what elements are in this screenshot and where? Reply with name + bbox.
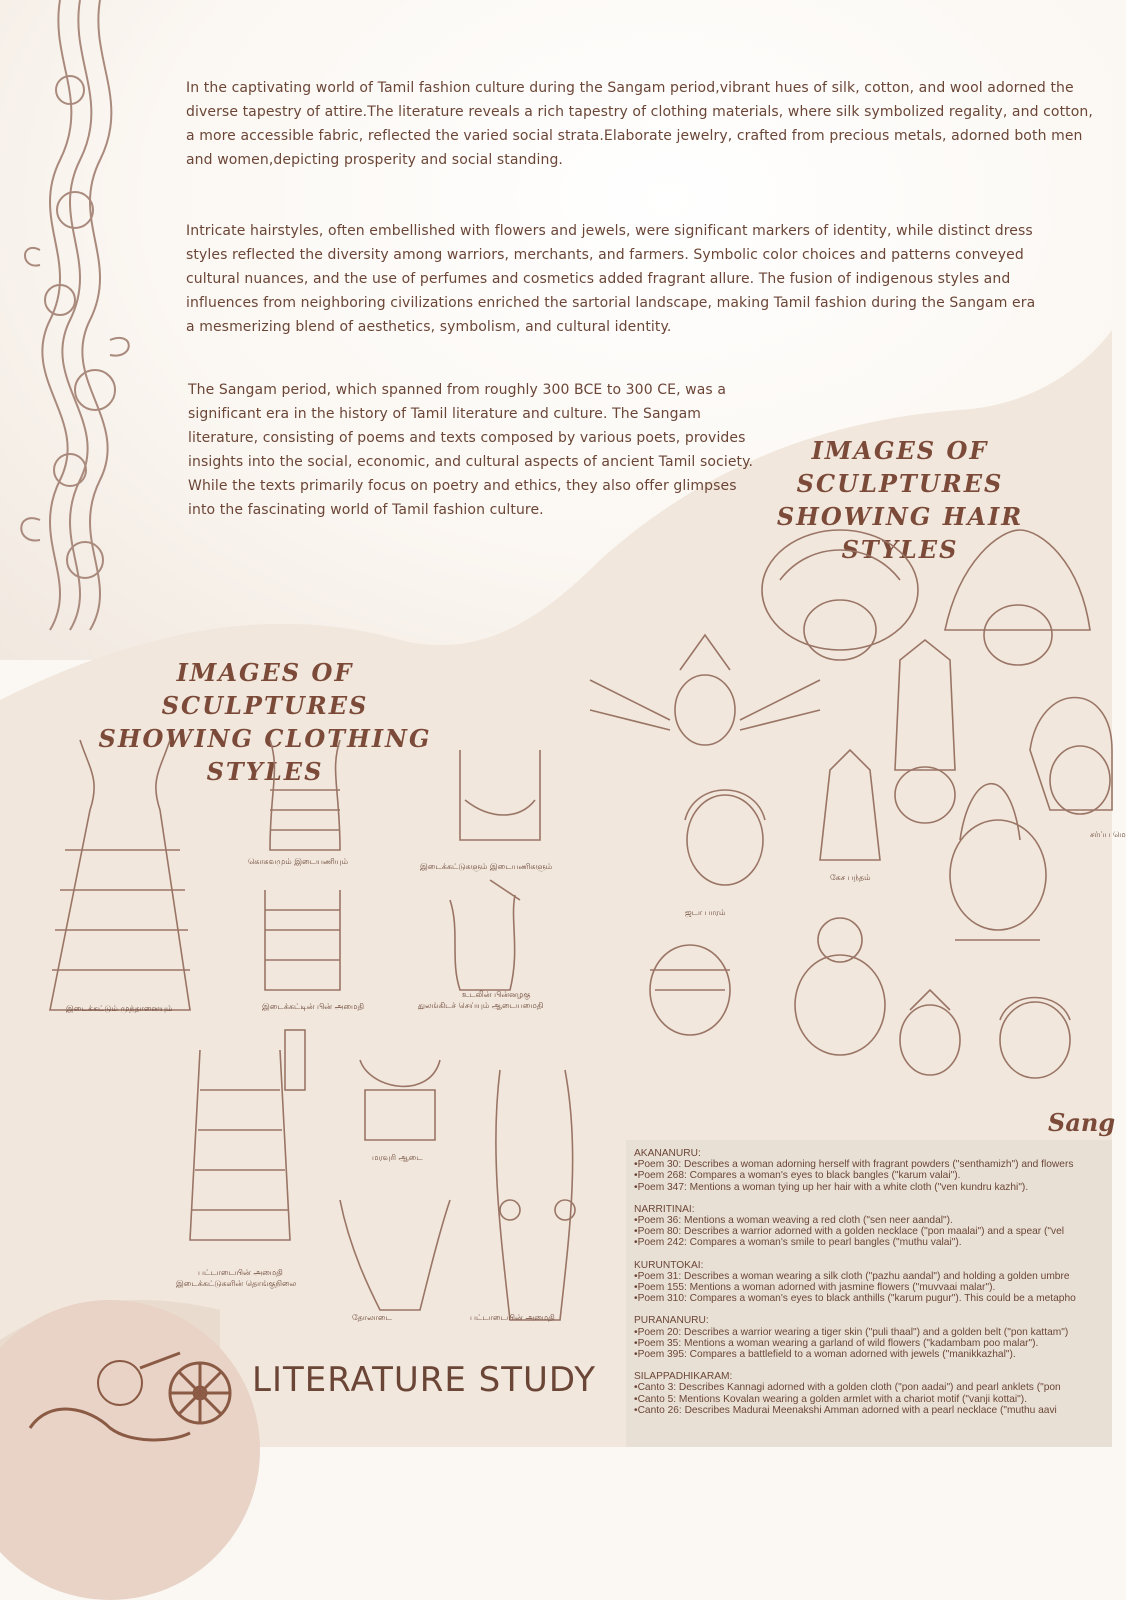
sketch-head-curls [1000,998,1070,1079]
sketch-head-small [900,990,960,1075]
sketch-head-braided [650,945,730,1035]
reference-line: •Poem 20: Describes a warrior wearing a tiger skin ("puli thaal") and a golden belt ("pon kattam") [634,1326,1069,1338]
reference-line: •Poem 347: Mentions a woman tying up her hair with a white cloth ("ven kundru kazhi"). [634,1181,1029,1193]
sketch-drape-8 [340,1200,450,1310]
reference-line: •Poem 35: Mentions a woman wearing a garland of wild flowers ("kadambam poo malar"). [634,1337,1039,1349]
sketch-drape-9 [496,1070,575,1320]
hairstyles-paragraph: Intricate hairstyles, often embellished with flowers and jewels, were significant markers of identity, while distinct dress styles reflected the diversity among warriors, merchants, and farmers. Symbolic color choices and patterns conveyed cultural nuances, and the use of perfumes and cosmetics added fragrant allure. The fusion of indigenous styles and influences from neighboring civilizations enriched the sartorial landscape, making Tamil fashion during the Sangam era a mesmerizing blend of aesthetics, symbolism, and cultural identity. [186,223,1036,335]
reference-title: SILAPPADHIKARAM: [634,1371,733,1383]
reference-line: •Poem 310: Compares a woman's eyes to black anthills ("karum pugur"). This could be a metapho [634,1293,1076,1305]
sketch-drape-5 [450,880,520,990]
clothing-caption-9: பட்டாடையின் அமைதி [470,1313,555,1322]
literature-references-panel [626,1140,1112,1447]
reference-title: PURANANURU: [634,1315,709,1327]
reference-title: AKANANURU: [634,1148,701,1159]
hair-caption-3: சர்ப்ப மெ [1090,830,1126,839]
reference-line: •Poem 268: Compares a woman's eyes to black bangles ("karum valai"). [634,1170,961,1182]
reference-line: •Canto 5: Mentions Kovalan wearing a golden armlet with a chariot motif ("vanji kottai"). [634,1393,1028,1405]
reference-line: •Poem 36: Mentions a woman weaving a red cloth ("sen neer aandal"). [634,1215,953,1227]
sketch-head-bun [950,784,1046,940]
clothing-caption-7b: இடைக்கட்டுகளின் தொங்குநிலை [176,1279,297,1288]
sketch-head-cone [820,750,880,860]
clothing-styles-heading: IMAGES OF SCULPTURES SHOWING CLOTHING STYLES [98,658,432,786]
sketch-drape-1 [50,740,190,1010]
hair-styles-heading: IMAGES OF SCULPTURES SHOWING HAIR STYLES [776,436,1024,564]
clothing-caption-4: இடைக்கட்டின் பின் அமைதி [262,1002,365,1011]
reference-group [634,1371,1112,1416]
sketch-head-tall-crown [895,640,955,823]
hair-sculpture-sketches [580,520,1112,1120]
clothing-caption-5b: துலங்கிடச் செய்யும் ஆடையமைதி [418,1001,544,1010]
sketch-head-turban [1030,698,1112,815]
sangam-period-paragraph: The Sangam period, which spanned from roughly 300 BCE to 300 CE, was a significant era in the history of Tamil literature and culture. The Sangam literature, consisting of poems and texts composed by various poets, provides insights into the social, economic, and cultural aspects of ancient Tamil society. While the texts primarily focus on poetry and ethics, they also offer glimpses into the fascinating world of Tamil fashion culture. [188,382,754,518]
clothing-caption-5a: உடலின் பின்னழகு [462,990,531,999]
reference-group [634,1148,1112,1193]
clothing-caption-6: மரவுரி ஆடை [372,1153,423,1162]
side-heading-fragment: Sang [1048,1108,1116,1137]
sketch-drape-7 [360,1060,440,1140]
sketch-head-topknot [795,918,885,1055]
sketch-drape-4 [265,890,340,990]
reference-line: •Poem 31: Describes a woman wearing a silk cloth ("pazhu aandal") and holding a golden umbre [634,1270,1070,1282]
hair-caption-1: ஜடா பாரம் [685,908,726,917]
sketch-drape-3 [460,750,540,840]
literature-study-title: LITERATURE STUDY [252,1360,596,1400]
reference-title: KURUNTOKAI: [634,1259,704,1271]
reference-line: •Poem 395: Compares a battlefield to a woman adorned with jewels ("manikkazhal"). [634,1349,1016,1361]
clothing-caption-3: இடைக்கட்டும் முந்தானையும் [66,1004,173,1013]
clothing-caption-8: தோலாடை [352,1313,392,1322]
reference-line: •Poem 242: Compares a woman's smile to pearl bangles ("muthu valai"). [634,1237,962,1249]
reference-line: •Canto 26: Describes Madurai Meenakshi Amman adorned with a pearl necklace ("muthu aavi [634,1404,1057,1416]
sketch-head-crown-2 [945,530,1090,665]
reference-group [634,1315,1112,1360]
clothing-caption-2: இடைக்கட்டுகளும் இடையணிகளும் [420,862,553,871]
sketch-head-multi-arm [590,635,820,745]
reference-line: •Poem 80: Describes a warrior adorned with a golden necklace ("pon maalai") and a spear ("vel [634,1226,1065,1238]
reference-line: •Poem 30: Describes a woman adorning herself with fragrant powders ("senthamizh") and flowers [634,1159,1074,1171]
ornamental-border [0,0,150,640]
sketch-head-tiara [685,790,765,885]
reference-group [634,1260,1112,1305]
clothing-caption-1: கொசுவமும் இடையணியும் [248,857,349,866]
clothing-caption-7a: பட்டாடையின் அமைதி [198,1268,283,1277]
reference-group [634,1204,1112,1249]
spinning-wheel-illustration [20,1348,250,1447]
sketch-head-crown-1 [762,530,918,660]
hair-caption-2: கேச பந்தம் [830,873,871,882]
reference-line: •Canto 3: Describes Kannagi adorned with a golden cloth ("pon aadai") and pearl anklets ("pon [634,1382,1061,1394]
sketch-drape-6 [190,1030,305,1240]
intro-paragraph: In the captivating world of Tamil fashion culture during the Sangam period,vibrant hues of silk, cotton, and wool adorned the diverse tapestry of attire.The literature reveals a rich tapestry of clothing materials, where silk symbolized regality, and cotton, a more accessible fabric, reflected the varied social strata.Elaborate jewelry, crafted from precious metals, adorned both men and women,depicting prosperity and social standing. [186,80,1093,168]
sketch-drape-2 [270,740,340,850]
reference-line: •Poem 155: Mentions a woman adorned with jasmine flowers ("muvvaai malar"). [634,1282,996,1294]
reference-title: NARRITINAI: [634,1203,695,1215]
clothing-sculpture-sketches [20,730,600,1330]
